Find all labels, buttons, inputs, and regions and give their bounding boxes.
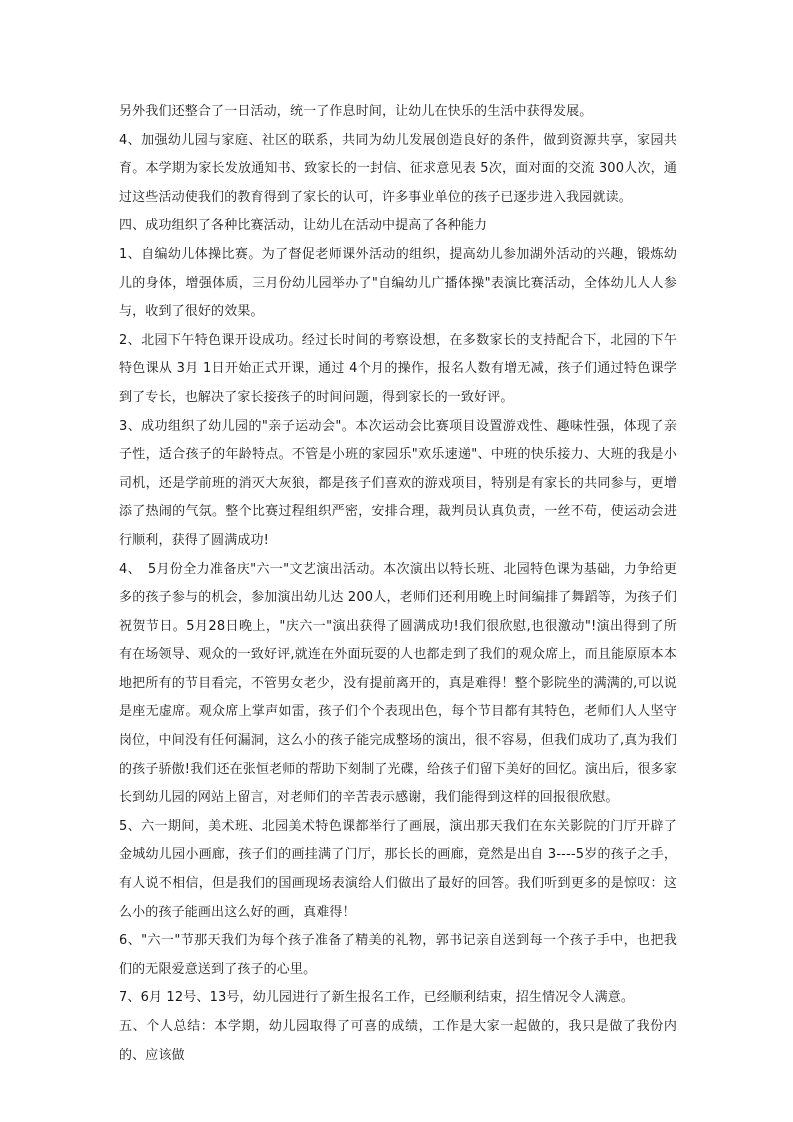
section-heading-personal-summary: 五、个人总结：本学期，幼儿园取得了可喜的成绩，工作是大家一起做的，我只是做了我份内的、应该做: [119, 1019, 677, 1063]
paragraph-home-community-link: 4、加强幼儿园与家庭、社区的联系，共同为幼儿发展创造良好的条件，做到资源共享，家园共育。本学期为家长发放通知书、致家长的一封信、征求意见表 5次，面对面的交流 300人次，通过这些活动使我们的教育得到了家长的认可，许多事业单位的孩子已逐步进入我园就读。: [119, 132, 677, 205]
section-heading-competitions: 四、成功组织了各种比赛活动，让幼儿在活动中提高了各种能力: [119, 218, 488, 234]
paragraph-june-first-show: 4、 5月份全力准备庆"六一"文艺演出活动。本次演出以特长班、北园特色课为基础，力争给更多的孩子参与的机会，参加演出幼儿达 200人，老师们还利用晚上时间编排了舞蹈等，为孩子们祝贺节日。5月28日晚上，"庆六一"演出获得了圆满成功!我们很欣慰,也很激动"!演出得到了所有在场领导、观众的一致好评,就连在外面玩耍的人也都走到了我们的观众席上，而且能原原本本地把所有的节目看完，不管男女老少，没有提前离开的，真是难得！整个影院坐的满满的,可以说是座无虚席。观众席上掌声如雷，孩子们个个表现出色，每个节目都有其特色，老师们人人坚守岗位，中间没有任何漏洞，这么小的孩子能完成整场的演出，很不容易，但我们成功了,真为我们的孩子骄傲!我们还在张恒老师的帮助下刻制了光碟，给孩子们留下美好的回忆。演出后，很多家长到幼儿园的网站上留言，对老师们的辛苦表示感谢，我们能得到这样的回报很欣慰。: [119, 561, 677, 806]
paragraph-daily-activities: 另外我们还整合了一日活动，统一了作息时间，让幼儿在快乐的生活中获得发展。: [119, 104, 593, 119]
paragraph-art-exhibition: 5、六一期间，美术班、北园美术特色课都举行了画展，演出那天我们在东关影院的门厅开辟了金城幼儿园小画廊，孩子们的画挂满了门厅，那长长的画廊，竟然是出自 3----5岁的孩子之手，有人说不相信，但是我们的国画现场表演给人们做出了最好的回答。我们听到更多的是惊叹：这么小的孩子能画出这么好的画，真难得！: [119, 818, 677, 920]
paragraph-enrollment: 7、6月 12号、13号，幼儿园进行了新生报名工作，已经顺利结束，招生情况令人满意。: [119, 990, 635, 1006]
paragraph-gifts: 6、"六一"节那天我们为每个孩子准备了精美的礼物，郭书记亲自送到每一个孩子手中，也把我们的无限爱意送到了孩子的心里。: [119, 933, 677, 977]
document-page: [119, 98, 677, 1070]
paragraph-afternoon-classes: 2、北园下午特色课开设成功。经过长时间的考察设想，在多数家长的支持配合下，北园的下午特色课从 3月 1日开始正式开课，通过 4个月的操作，报名人数有增无减，孩子们通过特色课学到了专长，也解决了家长接孩子的时间问题，得到家长的一致好评。: [119, 332, 677, 405]
paragraph-sports-meet: 3、成功组织了幼儿园的"亲子运动会"。本次运动会比赛项目设置游戏性、趣味性强，体现了亲子性，适合孩子的年龄特点。不管是小班的家园乐"欢乐速递"、中班的快乐接力、大班的我是小司机，还是学前班的消灭大灰狼，都是孩子们喜欢的游戏项目，特别是有家长的共同参与，更增添了热闹的气氛。整个比赛过程组织严密，安排合理，裁判员认真负责，一丝不苟，使运动会进行顺利，获得了圆满成功!: [119, 418, 677, 548]
paragraph-gymnastics-contest: 1、自编幼儿体操比赛。为了督促老师课外活动的组织，提高幼儿参加湖外活动的兴趣，锻炼幼儿的身体，增强体质，三月份幼儿园举办了"自编幼儿广播体操"表演比赛活动，全体幼儿人人参与，收到了很好的效果。: [119, 246, 677, 320]
